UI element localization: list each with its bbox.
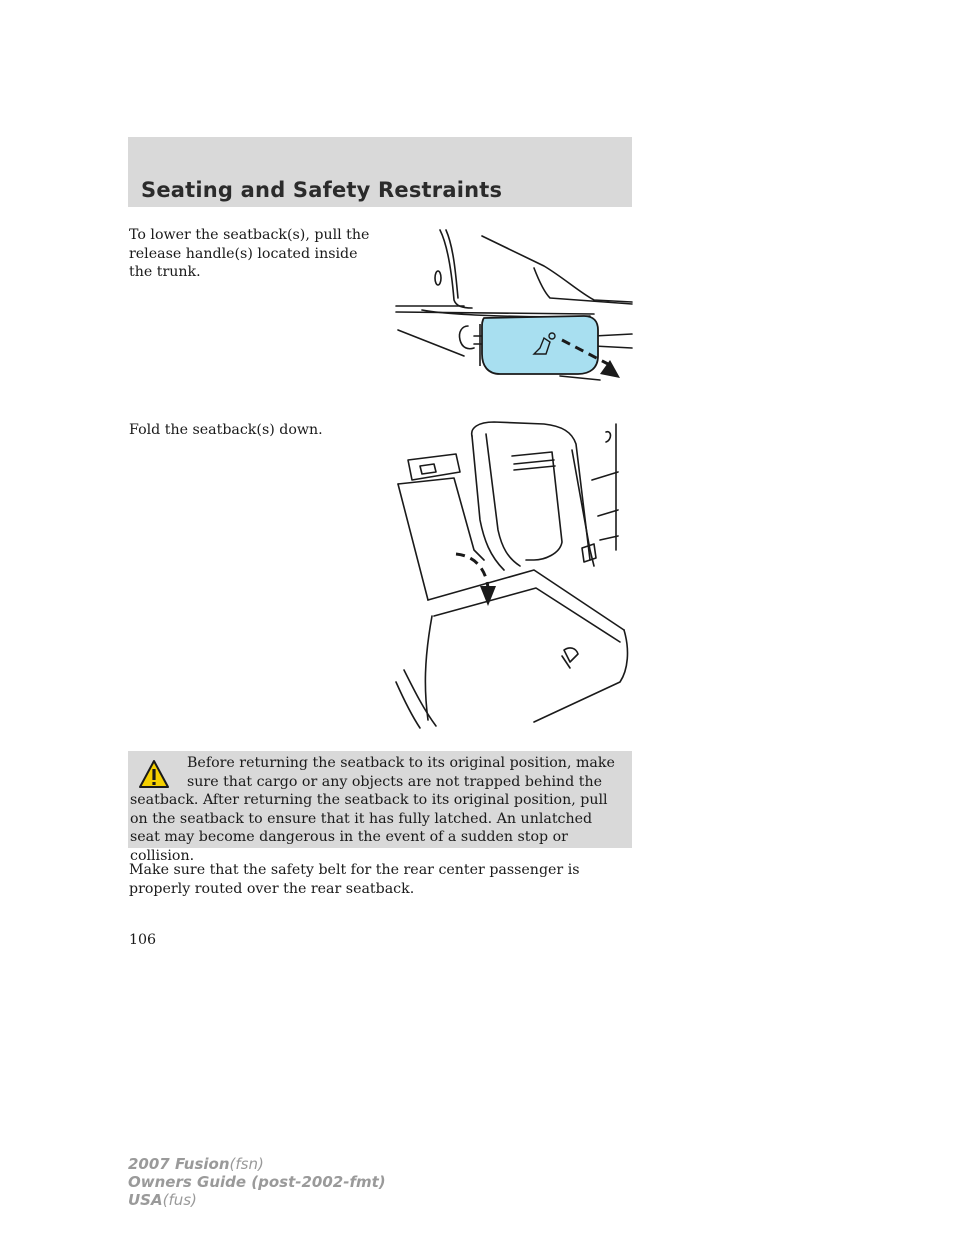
footer-region: USA [128,1191,163,1209]
paragraph-lower-seatback: To lower the seatback(s), pull the release handle(s) located inside the trunk. [129,227,370,280]
rear-seat-fold-illustration [394,420,634,730]
footer-line-guide: Owners Guide (post-2002-fmt) [128,1173,386,1191]
footer-line-region [128,1191,386,1209]
footer-region-code: (fus) [162,1191,197,1209]
warning-box [128,751,632,864]
footer-line-model [128,1155,386,1173]
footer-model: 2007 Fusion [128,1155,230,1173]
warning-text: Before returning the seatback to its original position, make sure that cargo or any objects are not trapped behind the seatback. After returning the seatback to its original position, pull on the seatback to ensure that it has fully latched. An unlatched seat may become dangerous in the event of a sudden stop or collision. [130,755,615,864]
paragraph-belt-routing: Make sure that the safety belt for the rear center passenger is properly routed over the rear seatback. [129,862,580,897]
section-title: Seating and Safety Restraints [141,178,503,202]
trunk-release-handle-illustration [394,226,634,386]
paragraph-fold-down: Fold the seatback(s) down. [129,422,323,438]
footer-model-code: (fsn) [229,1155,264,1173]
document-footer [128,1155,386,1209]
page-number: 106 [129,932,157,948]
